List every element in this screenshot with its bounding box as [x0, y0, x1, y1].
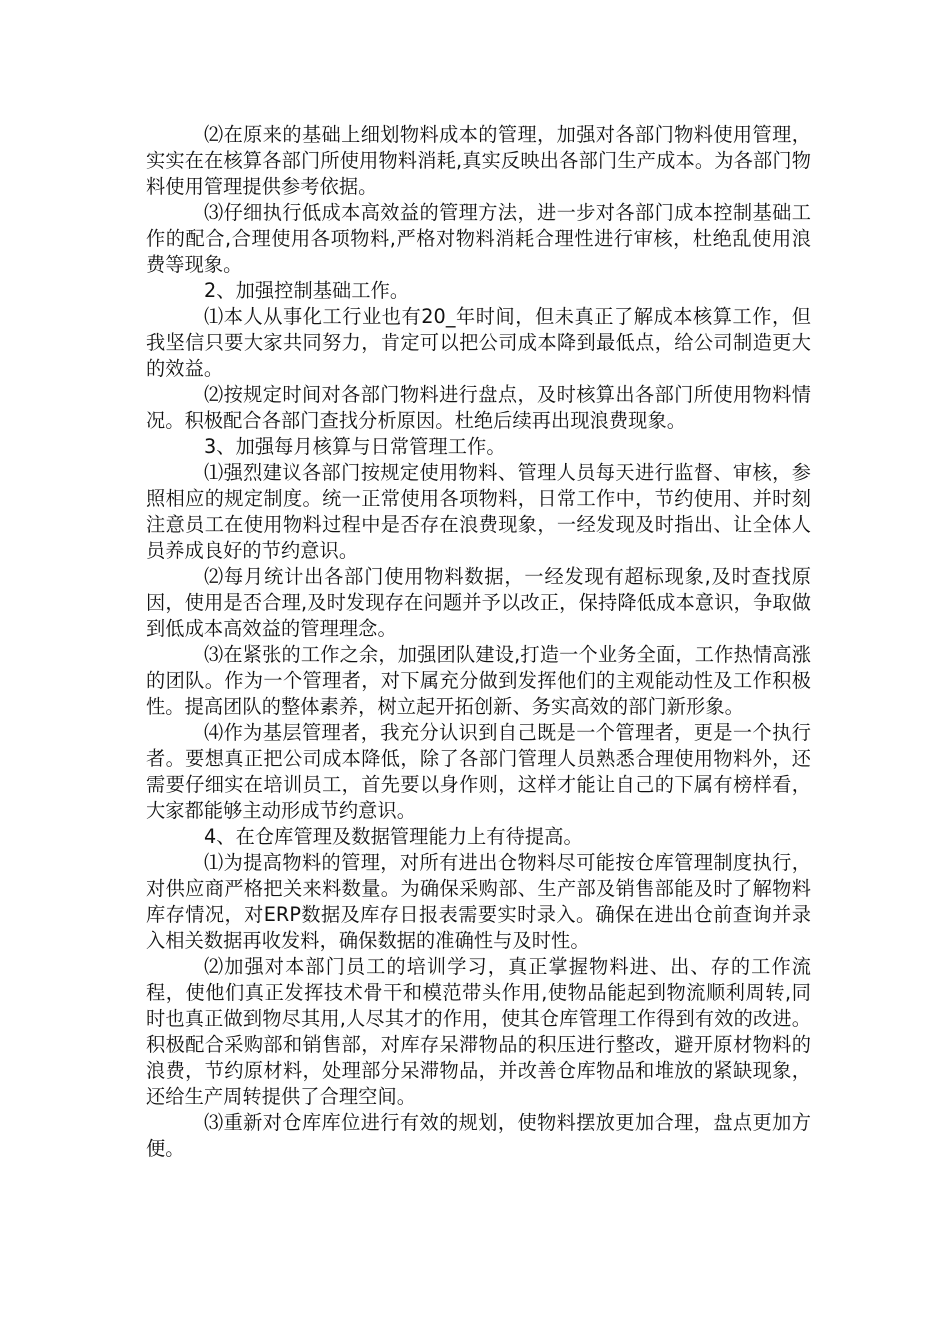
- section-heading-2: 2、加强控制基础工作。: [204, 279, 410, 302]
- paragraph-2-item-2: ⑵在原来的基础上细划物料成本的管理，加强对各部门物料使用管理，实实在在核算各部门所使用物料消耗,真实反映出各部门生产成本。为各部门物料使用管理提供参考依据。: [146, 123, 811, 198]
- paragraph-3-item-1: ⑴本人从事化工行业也有20_年时间，但未真正了解成本核算工作，但我坚信只要大家共同努力，肯定可以把公司成本降到最低点，给公司制造更大的效益。: [146, 305, 811, 380]
- section-heading-3: 3、加强每月核算与日常管理工作。: [204, 435, 506, 458]
- paragraph-4-item-1: ⑴强烈建议各部门按规定使用物料、管理人员每天进行监督、审核，参照相应的规定制度。统一正常使用各项物料，日常工作中，节约使用、并时刻注意员工在使用物料过程中是否存在浪费现象，一经发现及时指出、让全体人员养成良好的节约意识。: [146, 461, 811, 562]
- document-body: [146, 122, 811, 1162]
- paragraph-5-item-2: ⑵加强对本部门员工的培训学习，真正掌握物料进、出、存的工作流程，使他们真正发挥技术骨干和模范带头作用,使物品能起到物流顺利周转,同时也真正做到物尽其用,人尽其才的作用，使其仓库管理工作得到有效的改进。积极配合采购部和销售部，对库存呆滞物品的积压进行整改，避开原材物料的浪费，节约原材料，处理部分呆滞物品，并改善仓库物品和堆放的紧缺现象，还给生产周转提供了合理空间。: [146, 955, 811, 1108]
- paragraph-3-item-2: ⑵按规定时间对各部门物料进行盘点，及时核算出各部门所使用物料情况。积极配合各部门查找分析原因。杜绝后续再出现浪费现象。: [146, 383, 811, 432]
- paragraph-2-item-3: ⑶仔细执行低成本高效益的管理方法，进一步对各部门成本控制基础工作的配合,合理使用各项物料,严格对物料消耗合理性进行审核，杜绝乱使用浪费等现象。: [146, 201, 811, 276]
- paragraph-5-item-1: ⑴为提高物料的管理，对所有进出仓物料尽可能按仓库管理制度执行，对供应商严格把关来料数量。为确保采购部、生产部及销售部能及时了解物料库存情况，对ERP数据及库存日报表需要实时录入。确保在进出仓前查询并录入相关数据再收发料，确保数据的准确性与及时性。: [146, 851, 811, 952]
- paragraph-4-item-4: ⑷作为基层管理者，我充分认识到自己既是一个管理者，更是一个执行者。要想真正把公司成本降低，除了各部门管理人员熟悉合理使用物料外，还需要仔细实在培训员工，首先要以身作则，这样才能让自己的下属有榜样看，大家都能够主动形成节约意识。: [146, 721, 811, 822]
- paragraph-5-item-3: ⑶重新对仓库库位进行有效的规划，使物料摆放更加合理，盘点更加方便。: [146, 1111, 811, 1160]
- section-heading-4: 4、在仓库管理及数据管理能力上有待提高。: [204, 825, 583, 848]
- paragraph-4-item-3: ⑶在紧张的工作之余，加强团队建设,打造一个业务全面，工作热情高涨的团队。作为一个管理者，对下属充分做到发挥他们的主观能动性及工作积极性。提高团队的整体素养，树立起开拓创新、务实高效的部门新形象。: [146, 643, 811, 718]
- paragraph-4-item-2: ⑵每月统计出各部门使用物料数据，一经发现有超标现象,及时查找原因，使用是否合理,及时发现存在问题并予以改正，保持降低成本意识，争取做到低成本高效益的管理理念。: [146, 565, 811, 640]
